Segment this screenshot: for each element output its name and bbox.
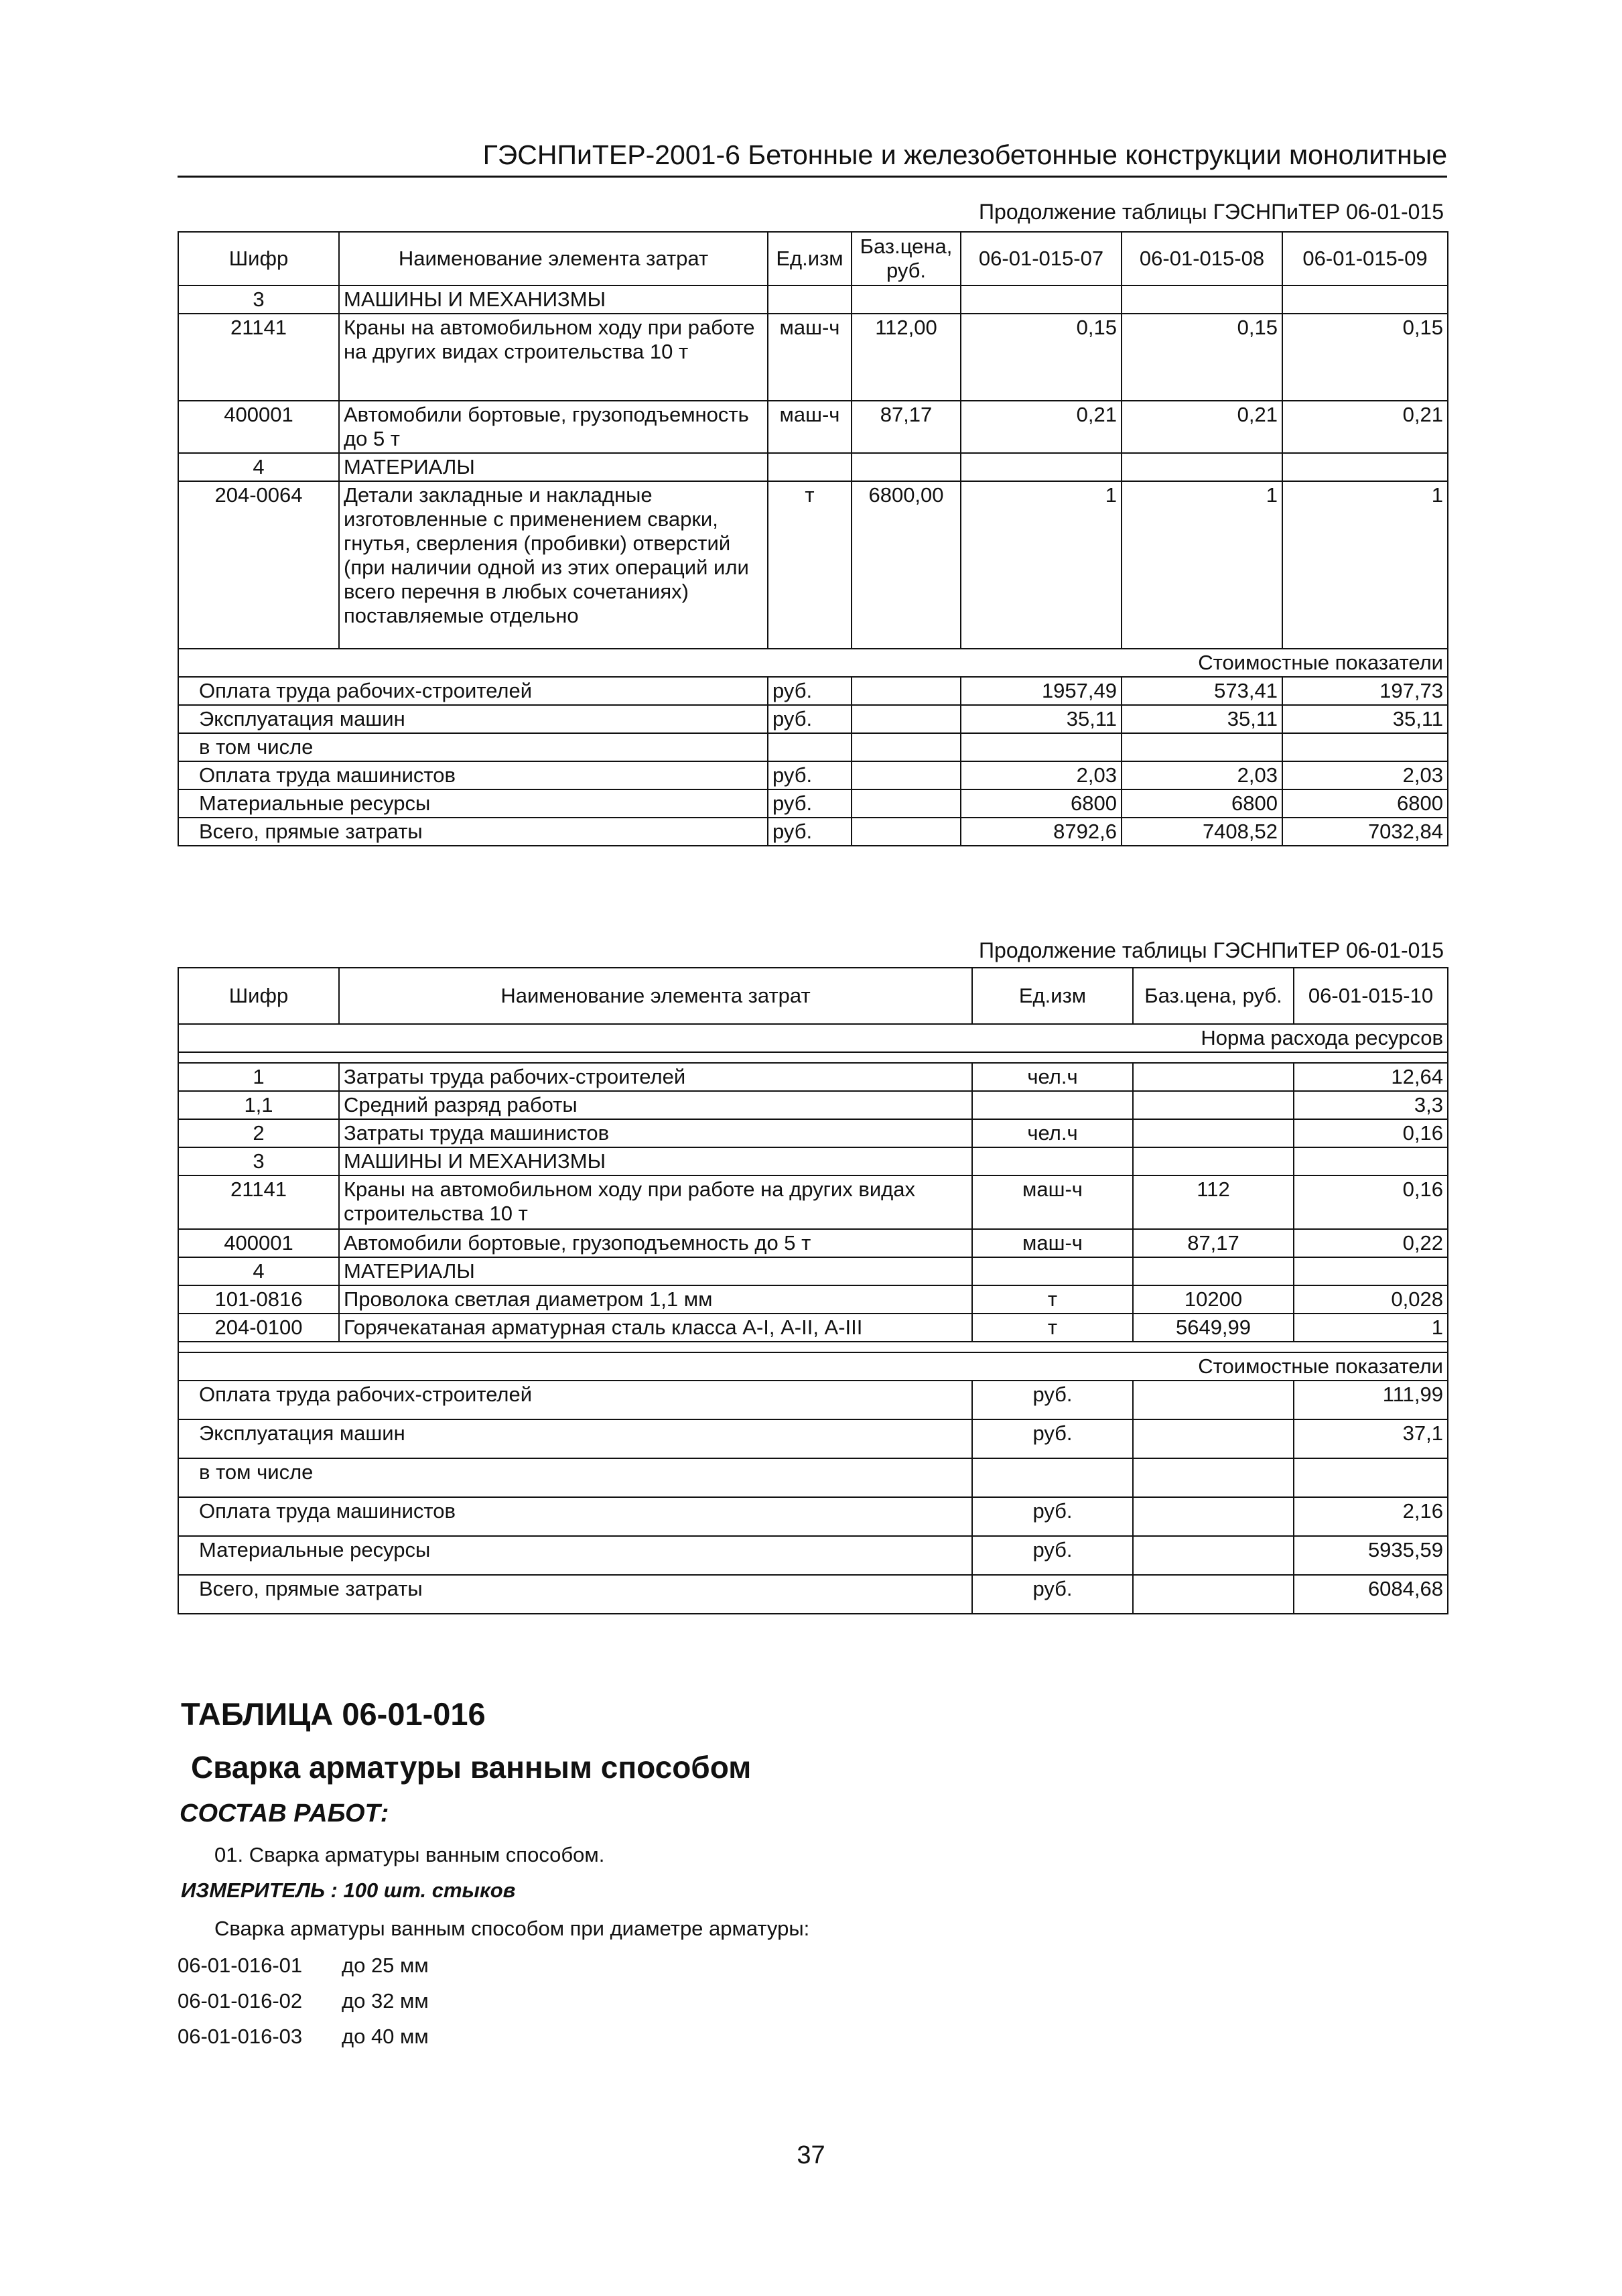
cost-v2: 35,11 [1122, 705, 1282, 733]
cost-row [178, 1381, 1448, 1419]
row-v1: 1 [1294, 1314, 1448, 1342]
row-unit: чел.ч [972, 1063, 1133, 1091]
row-code: 3 [178, 1147, 339, 1175]
row-code: 1 [178, 1063, 339, 1091]
cost-row [178, 1536, 1448, 1575]
row-code: 400001 [178, 401, 339, 453]
col-header-unit: Ед.изм [768, 232, 852, 285]
row-code: 101-0816 [178, 1285, 339, 1314]
item-code: 06-01-016-03 [178, 2025, 303, 2048]
cost-row [178, 1497, 1448, 1536]
row-v1: 3,3 [1294, 1091, 1448, 1119]
table2-caption: Продолжение таблицы ГЭСНПиТЕР 06-01-015 [979, 938, 1444, 962]
row-code: 21141 [178, 1175, 339, 1229]
row-v1: 0,16 [1294, 1175, 1448, 1229]
row-unit: маш-ч [972, 1175, 1133, 1229]
row-v3: 0,21 [1282, 401, 1448, 453]
cost-row [178, 818, 1448, 846]
row-v1 [961, 285, 1122, 314]
cost-name: Оплата труда рабочих-строителей [178, 1381, 972, 1419]
row-v1: 0,15 [961, 314, 1122, 401]
table-row [178, 1119, 1448, 1147]
row-v1: 1 [961, 481, 1122, 649]
row-v3 [1282, 285, 1448, 314]
cost-heading: Стоимостные показатели [178, 1352, 1448, 1381]
cost-name: Эксплуатация машин [178, 705, 768, 733]
cost-v3 [1282, 733, 1448, 761]
table-row [178, 1257, 1448, 1285]
col-header-name: Наименование элемента затрат [339, 232, 768, 285]
row-unit: чел.ч [972, 1119, 1133, 1147]
row-code: 4 [178, 1257, 339, 1285]
table-row [178, 314, 1448, 401]
row-unit [768, 285, 852, 314]
item-code: 06-01-016-02 [178, 1989, 303, 2013]
cost-unit: руб. [768, 818, 852, 846]
row-name: Затраты труда машинистов [339, 1119, 972, 1147]
cost-v3: 197,73 [1282, 677, 1448, 705]
row-unit: маш-ч [768, 314, 852, 401]
cost-unit: руб. [768, 761, 852, 789]
item-value: до 32 мм [342, 1989, 429, 2013]
row-v1: 0,16 [1294, 1119, 1448, 1147]
cost-v1: 1957,49 [961, 677, 1122, 705]
cost-v3: 7032,84 [1282, 818, 1448, 846]
row-unit: т [972, 1314, 1133, 1342]
cost-name: Эксплуатация машин [178, 1419, 972, 1458]
row-v3: 0,15 [1282, 314, 1448, 401]
row-price [852, 453, 961, 481]
row-price: 5649,99 [1133, 1314, 1294, 1342]
row-price [1133, 1147, 1294, 1175]
row-code: 21141 [178, 314, 339, 401]
row-price: 6800,00 [852, 481, 961, 649]
row-v1 [1294, 1147, 1448, 1175]
row-unit: т [972, 1285, 1133, 1314]
item-value: до 40 мм [342, 2025, 429, 2048]
cost-row [178, 705, 1448, 733]
row-unit [972, 1091, 1133, 1119]
cost-v2: 2,03 [1122, 761, 1282, 789]
cost-v1: 6800 [961, 789, 1122, 818]
row-price [1133, 1063, 1294, 1091]
col-header-v1: 06-01-015-07 [961, 232, 1122, 285]
row-name: Краны на автомобильном ходу при работе на других видах строительства 10 т [339, 314, 768, 401]
table-row [178, 481, 1448, 649]
row-price [1133, 1257, 1294, 1285]
intro-text: Сварка арматуры ванным способом при диаметре арматуры: [214, 1917, 810, 1940]
cost-v1: 8792,6 [961, 818, 1122, 846]
cost-unit: руб. [972, 1497, 1133, 1536]
col-header-code: Шифр [178, 232, 339, 285]
cost-v1: 37,1 [1294, 1419, 1448, 1458]
row-name: Затраты труда рабочих-строителей [339, 1063, 972, 1091]
cost-unit: руб. [972, 1381, 1133, 1419]
row-v2 [1122, 285, 1282, 314]
cost-row [178, 1419, 1448, 1458]
row-price [852, 285, 961, 314]
cost-v1 [1294, 1458, 1448, 1497]
cost-unit: руб. [768, 677, 852, 705]
cost-v3: 6800 [1282, 789, 1448, 818]
row-unit [768, 453, 852, 481]
row-price [1133, 1119, 1294, 1147]
row-v2 [1122, 453, 1282, 481]
table-row [178, 1314, 1448, 1342]
cost-v1: 35,11 [961, 705, 1122, 733]
cost-unit [972, 1458, 1133, 1497]
row-v2: 1 [1122, 481, 1282, 649]
row-price: 87,17 [852, 401, 961, 453]
col-header-v3: 06-01-015-09 [1282, 232, 1448, 285]
col-header-code: Шифр [178, 968, 339, 1024]
work-heading: СОСТАВ РАБОТ: [180, 1799, 389, 1828]
cost-v1: 111,99 [1294, 1381, 1448, 1419]
section-subtitle: Сварка арматуры ванным способом [191, 1750, 752, 1785]
cost-v3: 2,03 [1282, 761, 1448, 789]
row-name: МАТЕРИАЛЫ [339, 1257, 972, 1285]
col-header-v1: 06-01-015-10 [1294, 968, 1448, 1024]
cost-v2: 573,41 [1122, 677, 1282, 705]
row-code: 204-0064 [178, 481, 339, 649]
cost-v1: 2,16 [1294, 1497, 1448, 1536]
cost-name: в том числе [178, 1458, 972, 1497]
cost-name: Материальные ресурсы [178, 1536, 972, 1575]
cost-unit: руб. [972, 1536, 1133, 1575]
item-value: до 25 мм [342, 1954, 429, 1977]
row-price [1133, 1091, 1294, 1119]
row-v2: 0,21 [1122, 401, 1282, 453]
cost-name: Оплата труда машинистов [178, 761, 768, 789]
page-number: 37 [797, 2141, 825, 2169]
row-unit [972, 1257, 1133, 1285]
table-row [178, 1285, 1448, 1314]
col-header-price: Баз.цена, руб. [1133, 968, 1294, 1024]
cost-unit: руб. [768, 789, 852, 818]
row-name: МАШИНЫ И МЕХАНИЗМЫ [339, 285, 768, 314]
measure: ИЗМЕРИТЕЛЬ : 100 шт. стыков [181, 1878, 516, 1902]
table1-caption: Продолжение таблицы ГЭСНПиТЕР 06-01-015 [979, 200, 1444, 224]
row-name: Проволока светлая диаметром 1,1 мм [339, 1285, 972, 1314]
row-v1 [1294, 1257, 1448, 1285]
cost-v2 [1122, 733, 1282, 761]
cost-name: Всего, прямые затраты [178, 1575, 972, 1614]
table2 [178, 967, 1448, 1614]
table-row [178, 1063, 1448, 1091]
cost-v3: 35,11 [1282, 705, 1448, 733]
cost-name: в том числе [178, 733, 768, 761]
cost-name: Материальные ресурсы [178, 789, 768, 818]
cost-row [178, 761, 1448, 789]
cost-row [178, 1458, 1448, 1497]
row-code: 400001 [178, 1229, 339, 1257]
cost-unit: руб. [972, 1419, 1133, 1458]
cost-row [178, 1575, 1448, 1614]
row-code: 4 [178, 453, 339, 481]
row-v3: 1 [1282, 481, 1448, 649]
table-row [178, 285, 1448, 314]
col-header-v2: 06-01-015-08 [1122, 232, 1282, 285]
table-title: ТАБЛИЦА 06-01-016 [181, 1696, 486, 1732]
row-unit: маш-ч [768, 401, 852, 453]
cost-row [178, 789, 1448, 818]
row-name: Горячекатаная арматурная сталь класса А-I, А-II, А-III [339, 1314, 972, 1342]
cost-name: Оплата труда рабочих-строителей [178, 677, 768, 705]
row-v1: 0,21 [961, 401, 1122, 453]
cost-v2: 6800 [1122, 789, 1282, 818]
cost-v1: 2,03 [961, 761, 1122, 789]
row-unit: маш-ч [972, 1229, 1133, 1257]
row-name: Детали закладные и накладные изготовленные с применением сварки, гнутья, сверления (пробивки) отверстий (при наличии одной из этих операций или всего перечня в любых сочетаниях) поставляемые отдельно [339, 481, 768, 649]
cost-v1: 5935,59 [1294, 1536, 1448, 1575]
row-price: 112,00 [852, 314, 961, 401]
table-row [178, 1091, 1448, 1119]
norm-heading: Норма расхода ресурсов [178, 1024, 1448, 1052]
cost-heading: Стоимостные показатели [178, 649, 1448, 677]
cost-name: Оплата труда машинистов [178, 1497, 972, 1536]
row-code: 2 [178, 1119, 339, 1147]
col-header-name: Наименование элемента затрат [339, 968, 972, 1024]
row-name: Краны на автомобильном ходу при работе на других видах строительства 10 т [339, 1175, 972, 1229]
cost-v1: 6084,68 [1294, 1575, 1448, 1614]
cost-v1 [961, 733, 1122, 761]
cost-unit: руб. [768, 705, 852, 733]
cost-unit: руб. [972, 1575, 1133, 1614]
row-code: 3 [178, 285, 339, 314]
table-row [178, 1229, 1448, 1257]
col-header-unit: Ед.изм [972, 968, 1133, 1024]
row-v1: 0,028 [1294, 1285, 1448, 1314]
cost-name: Всего, прямые затраты [178, 818, 768, 846]
row-name: МАШИНЫ И МЕХАНИЗМЫ [339, 1147, 972, 1175]
table-row [178, 453, 1448, 481]
work-item: 01. Сварка арматуры ванным способом. [214, 1843, 605, 1866]
table1 [178, 231, 1448, 846]
cost-row [178, 677, 1448, 705]
row-name: Автомобили бортовые, грузоподъемность до 5 т [339, 401, 768, 453]
cost-unit [768, 733, 852, 761]
cost-v2: 7408,52 [1122, 818, 1282, 846]
row-name: МАТЕРИАЛЫ [339, 453, 768, 481]
page-header: ГЭСНПиТЕР-2001-6 Бетонные и железобетонные конструкции монолитные [178, 134, 1447, 178]
row-unit [972, 1147, 1133, 1175]
row-code: 204-0100 [178, 1314, 339, 1342]
row-price: 87,17 [1133, 1229, 1294, 1257]
row-v2: 0,15 [1122, 314, 1282, 401]
row-price: 112 [1133, 1175, 1294, 1229]
table-row [178, 1175, 1448, 1229]
col-header-price: Баз.цена, руб. [852, 232, 961, 285]
item-code: 06-01-016-01 [178, 1954, 303, 1977]
row-v1: 0,22 [1294, 1229, 1448, 1257]
cost-row [178, 733, 1448, 761]
table-row [178, 1147, 1448, 1175]
row-code: 1,1 [178, 1091, 339, 1119]
row-price: 10200 [1133, 1285, 1294, 1314]
row-name: Автомобили бортовые, грузоподъемность до 5 т [339, 1229, 972, 1257]
row-unit: т [768, 481, 852, 649]
row-name: Средний разряд работы [339, 1091, 972, 1119]
table-row [178, 401, 1448, 453]
row-v1 [961, 453, 1122, 481]
row-v1: 12,64 [1294, 1063, 1448, 1091]
row-v3 [1282, 453, 1448, 481]
